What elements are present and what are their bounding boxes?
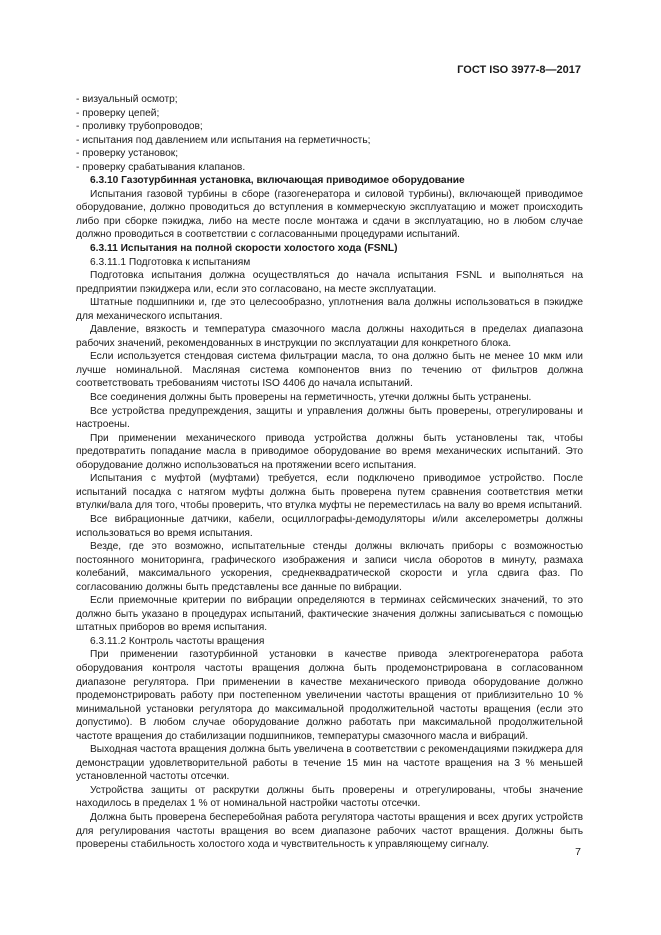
list-item: - проверку цепей; [76, 107, 160, 119]
paragraph: Выходная частота вращения должна быть увеличена в соответствии с рекомендациями пэкиджера для демонстрации удовлетворительной работы в течение 15 мин на частоте вращения на 3 % меньшей установленной частоты отсечки. [76, 744, 583, 783]
section-heading-6-3-10: 6.3.10 Газотурбинная установка, включающая приводимое оборудование [90, 175, 465, 187]
list-item: - проверку установок; [76, 148, 179, 160]
list-item: - испытания под давлением или испытания на герметичность; [76, 134, 371, 146]
list-item: - проверку срабатывания клапанов. [76, 161, 246, 173]
list-item: - проливку трубопроводов; [76, 121, 203, 133]
paragraph: При применении механического привода устройства должны быть установлены так, чтобы предотвратить попадание масла в приводимое оборудование во время механических испытаний. Это оборудование должно использоваться на протяжении всего испытания. [76, 432, 583, 471]
page-number: 7 [575, 846, 581, 858]
subsection-heading-6-3-11-1: 6.3.11.1 Подготовка к испытаниям [90, 256, 251, 268]
section-heading-6-3-11: 6.3.11 Испытания на полной скорости холостого хода (FSNL) [90, 243, 398, 255]
paragraph: Устройства защиты от раскрутки должны быть проверены и отрегулированы, чтобы значение находилось в пределах 1 % от номинальной настройки частоты отсечки. [76, 784, 583, 810]
paragraph: Должна быть проверена бесперебойная работа регулятора частоты вращения и всех других устройств для регулирования частоты вращения во всем диапазоне рабочих частот вращения. Должны быть проверены стабильность холостого хода и чувствительность к управляющему сигналу. [76, 811, 583, 851]
paragraph: Все вибрационные датчики, кабели, осциллографы-демодуляторы и/или акселерометры должны использоваться во время испытания. [76, 513, 583, 539]
document-id-header: ГОСТ ISO 3977-8—2017 [457, 64, 581, 76]
paragraph: Подготовка испытания должна осуществляться до начала испытания FSNL и выполняться на предприятии пэкиджера или, если это согласовано, на месте эксплуатации. [76, 270, 583, 295]
paragraph: Испытания газовой турбины в сборе (газогенератора и силовой турбины), включающей приводимое оборудование, должно проводиться до вступления в коммерческую эксплуатацию и может происходить либо при сборке пэкиджа, либо на месте после монтажа и сдачи в эксплуатацию, но в любом случае должно проводиться в соответствии с согласованными процедурами испытаний. [76, 188, 583, 241]
paragraph: Если используется стендовая система фильтрации масла, то она должно быть не менее 10 мкм или лучше номинальной. Масляная система компонентов вниз по течению от фильтров должна соответствовать требованиям чистоты ISO 4406 до начала испытаний. [76, 351, 583, 390]
paragraph: Везде, где это возможно, испытательные стенды должны включать приборы с возможностью постоянного мониторинга, графического изображения и записи числа оборотов в минуту, размаха колебаний, максимального ускорения, среднеквадратической скорости и угла сдвига фаз. По согласованию должны быть представлены все данные по вибрации. [76, 541, 583, 593]
paragraph: Испытания с муфтой (муфтами) требуется, если подключено приводимое устройство. После испытаний посадка с натягом муфты должна быть проверена путем сравнения соответствия метки втулки/вала для того, чтобы проверить, что втулка муфты не переместилась на валу во время испытаний. [76, 473, 583, 512]
paragraph: Все устройства предупреждения, защиты и управления должны быть проверены, отрегулированы и настроены. [76, 405, 583, 431]
subsection-heading-6-3-11-2: 6.3.11.2 Контроль частоты вращения [90, 635, 265, 647]
paragraph: Давление, вязкость и температура смазочного масла должны находиться в пределах диапазона рабочих значений, рекомендованных в инструкции по эксплуатации для конкретного блока. [76, 324, 583, 349]
paragraph: Все соединения должны быть проверены на герметичность, утечки должны быть устранены. [90, 392, 532, 404]
paragraph: Если приемочные критерии по вибрации определяются в терминах сейсмических значений, то это должно быть указано в процедурах испытаний, фактические значения должны записываться с помощью штатных приборов во время испытания. [76, 595, 583, 634]
paragraph: Штатные подшипники и, где это целесообразно, уплотнения вала должны использоваться в пэкидже для механического испытания. [76, 297, 583, 322]
paragraph: При применении газотурбинной установки в качестве привода электрогенератора работа оборудования контроля частоты вращения должна быть продемонстрирована в согласованном диапазоне регулятора. При применении в качестве механического привода оборудование должно продемонстрировать работу при постепенном увеличении частоты вращения от приблизительно 10 % минимальной установки регулятора до максимальной продолжительной частоты вращения (если это допустимо). В любом случае оборудование должно работать при максимальной продолжительной частоте вращения до стабилизации подшипников, температуры смазочного масла и вибраций. [76, 649, 583, 742]
page-body [76, 93, 583, 852]
list-item: - визуальный осмотр; [76, 94, 178, 105]
